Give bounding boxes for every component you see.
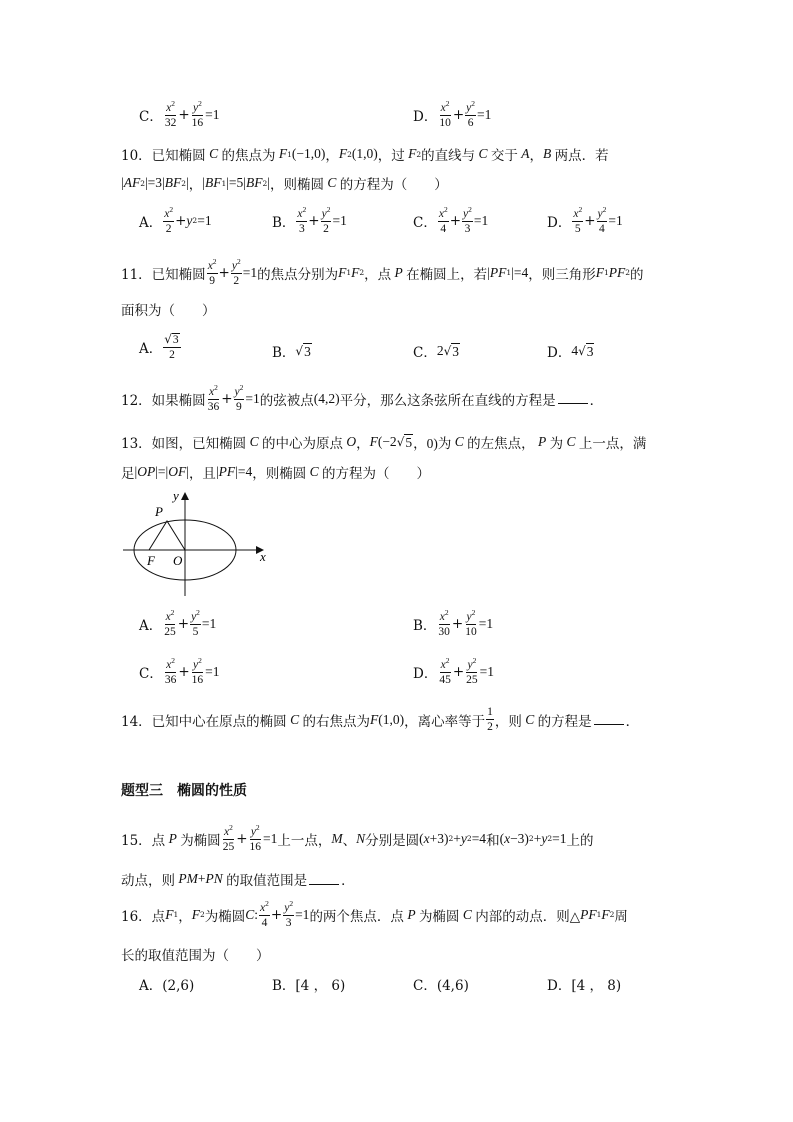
q13-line1: 13．如图，已知椭圆 C 的中心为原点 O ， F (−2 √ 5 ，0) 为 C 的左焦点， P 为 C 上一点，满	[121, 434, 647, 452]
answer-blank[interactable]	[558, 393, 588, 404]
label-y: y	[173, 488, 179, 503]
q13-option-a[interactable]: A． $\frac{x^2}{25}$ + $\frac{y^2}{5}$ =1	[139, 608, 217, 639]
q10-option-b[interactable]: B． $\frac{x^2}{3}$ + $\frac{y^2}{2}$ =1	[272, 205, 347, 236]
q15-line2: 动点，则 PM + PN 的取值范围是 ．	[121, 871, 355, 889]
q16-option-c[interactable]: C．(4,6)	[413, 978, 469, 994]
q16-line2: 长的取值范围为（ ）	[121, 948, 270, 964]
q11-line2: 面积为（ ）	[121, 303, 216, 319]
q13-option-c[interactable]: C． $\frac{x^2}{36}$ + $\frac{y^2}{16}$ =1	[139, 656, 220, 687]
q10-option-a[interactable]: A． $\frac{x^2}{2}$ + y 2 =1	[139, 205, 212, 236]
q13-option-d[interactable]: D． $\frac{x^2}{45}$ + $\frac{y^2}{25}$ =1	[413, 656, 495, 687]
q13-line2: 足 | OP |=| OF | ，且 | PF |=4 ，则椭圆 C 的方程为（ ）	[121, 464, 430, 482]
q10-line2: | AF 2 |=3| BF 2 | ， | BF 1 |=5| BF 2 | ，则椭圆 C 的方程为（ ）	[121, 175, 448, 193]
q11-option-d[interactable]: D． 4 √ 3	[547, 343, 594, 361]
q13-option-b[interactable]: B． $\frac{x^2}{30}$ + $\frac{y^2}{10}$ =1	[413, 608, 494, 639]
label-p: P	[155, 504, 163, 519]
label-f: F	[147, 553, 155, 568]
q11-option-a[interactable]: A． $\frac{√3}{2}$	[139, 332, 179, 362]
q16-line1: 16．点 F 1 ， F 2 为椭圆 C : $\frac{x^2}{4}$ + $\frac{y^2}{3}$ =1 的两个焦点．点 P 为椭圆 C 内部的动点．则△ PF 1 F 2 周	[121, 899, 628, 930]
q16-option-a[interactable]: A．(2,6)	[139, 978, 195, 994]
q10-option-c[interactable]: C． $\frac{x^2}{4}$ + $\frac{y^2}{3}$ =1	[413, 205, 489, 236]
ellipse-figure	[118, 488, 273, 598]
section-title: 题型三 椭圆的性质	[121, 783, 247, 799]
q12-line: 12．如果椭圆 $\frac{x^2}{36}$ + $\frac{y^2}{9}$ =1 的弦被点 (4,2) 平分，那么这条弦所在直线的方程是 ．	[121, 383, 604, 414]
label-x: x	[260, 549, 266, 564]
q15-line1: 15．点 P 为椭圆 $\frac{x^2}{25}$ + $\frac{y^2}{16}$ =1 上一点， M 、 N 分别是圆 ( x +3) 2 + y 2 =4 和 ( x −3) 2 + y 2 =1 上的	[121, 823, 594, 854]
answer-blank[interactable]	[309, 874, 339, 885]
q16-option-b[interactable]: B．[4 ， 6)	[272, 978, 346, 994]
q9-option-c[interactable]: C． $\frac{x^2}{32}$ + $\frac{y^2}{16}$ =1	[139, 99, 220, 130]
q10-option-d[interactable]: D． $\frac{x^2}{5}$ + $\frac{y^2}{4}$ =1	[547, 205, 623, 236]
answer-blank[interactable]	[594, 714, 624, 725]
q9-option-d[interactable]: D． $\frac{x^2}{10}$ + $\frac{y^2}{6}$ =1	[413, 99, 492, 130]
q11-line1: 11．已知椭圆 $\frac{x^2}{9}$ + $\frac{y^2}{2}$ =1 的焦点分别为 F 1 F 2 ，点 P 在椭圆上，若 | PF 1 |=4 ，则三角形 F 1 PF 2 的	[121, 257, 644, 288]
label-o: O	[173, 553, 183, 568]
q14-line: 14．已知中心在原点的椭圆 C 的右焦点为 F (1,0) ，离心率等于 $\frac{1}{2}$ ，则 C 的方程是 ．	[121, 706, 640, 734]
triangle-pfo	[149, 521, 185, 550]
q11-option-b[interactable]: B． √ 3	[272, 343, 311, 361]
q16-option-d[interactable]: D．[4 ， 8)	[547, 978, 622, 994]
q11-option-c[interactable]: C． 2 √ 3	[413, 343, 459, 361]
q10-line1: 10．已知椭圆 C 的焦点为 F 1 (−1,0) ， F 2 (1,0) ，过 F 2 的直线与 C 交于 A ， B 两点．若	[121, 146, 609, 164]
